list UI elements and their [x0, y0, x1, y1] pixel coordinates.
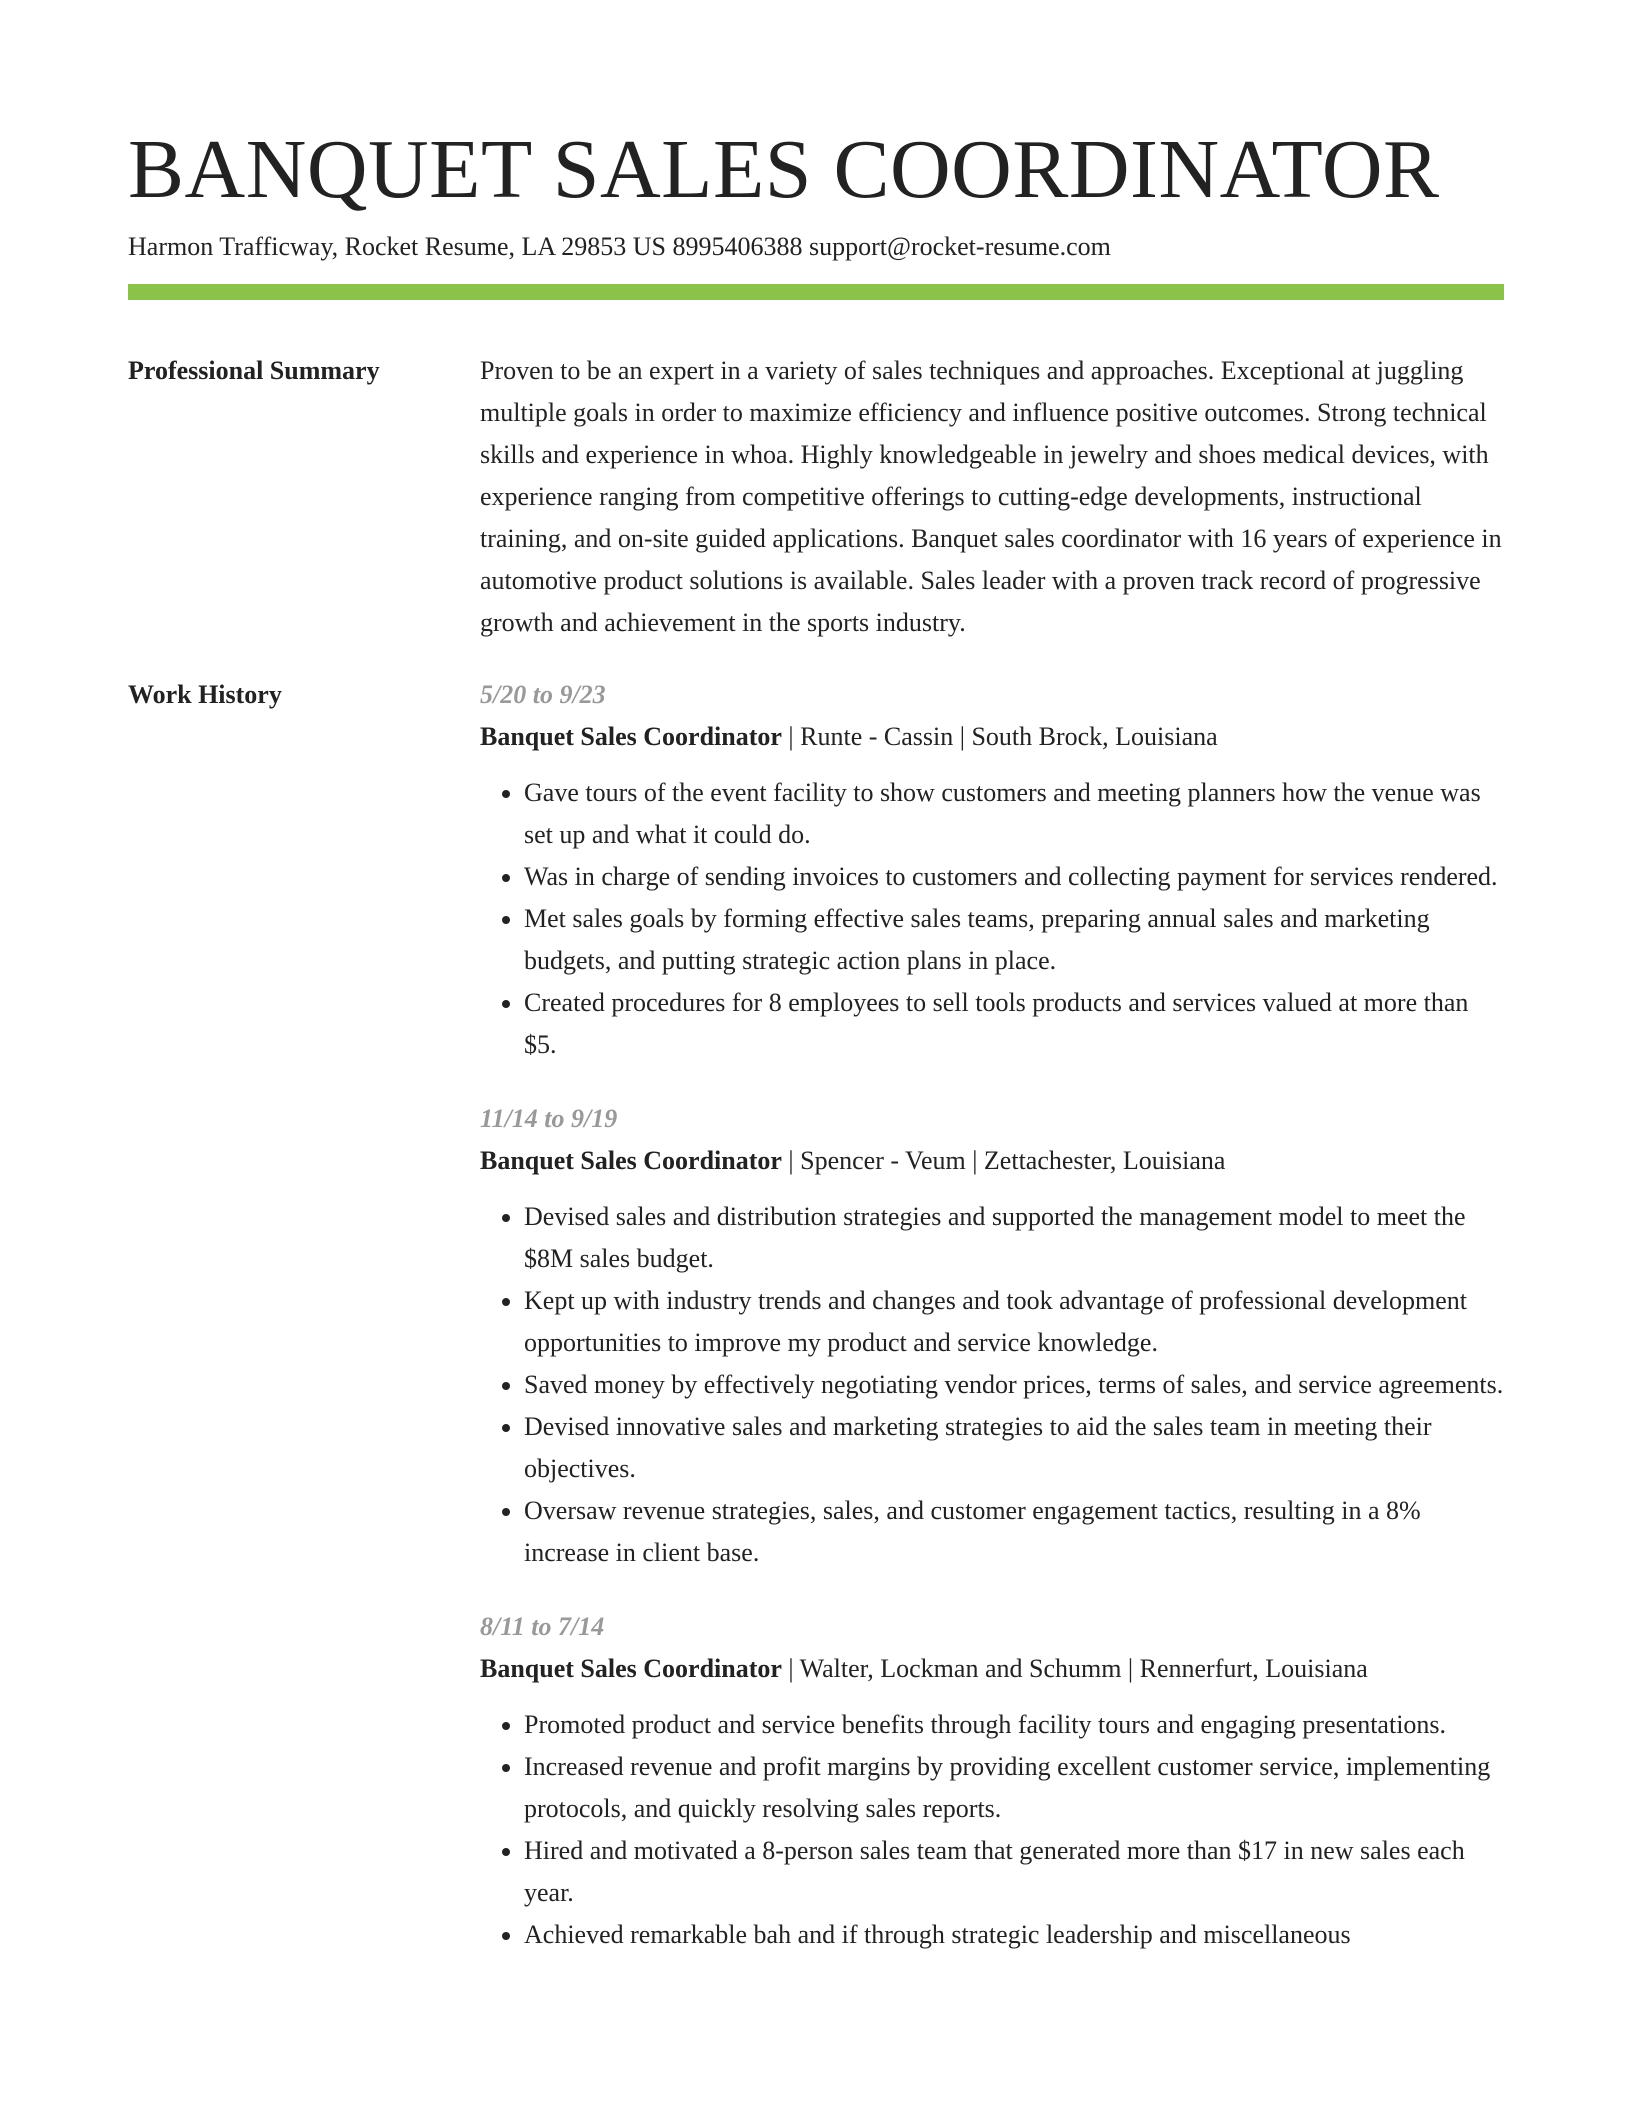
summary-text: Proven to be an expert in a variety of sales techniques and approaches. Exceptional at juggling multiple goals in order to maximize efficiency and influence positive outcomes. Strong technical skills and experience in whoa. Highly knowledgeable in jewelry and shoes medical devices, with experience ranging from competitive offerings to cutting-edge developments, instructional training, and on-site guided applications. Banquet sales coordinator with 16 years of experience in automotive product solutions is available. Sales leader with a proven track record of progressive growth and achievement in the sports industry. [480, 356, 1502, 637]
job-bullet: • Created procedures for 8 employees to sell tools products and services valued at more than $5. [524, 982, 1504, 1066]
page-title: BANQUET SALES COORDINATOR [128, 123, 1440, 216]
job-details: | Walter, Lockman and Schumm | Rennerfurt, Louisiana [781, 1654, 1368, 1683]
job-entry [480, 1606, 1504, 1956]
section-label-work-history: Work History [128, 680, 282, 709]
job-dates: 8/11 to 7/14 [480, 1612, 605, 1641]
job-bullet: • Promoted product and service benefits through facility tours and engaging presentations. [524, 1704, 1504, 1746]
job-bullet: • Devised sales and distribution strategies and supported the management model to meet the $8M sales budget. [524, 1196, 1504, 1280]
job-heading [480, 1648, 1504, 1690]
job-bullet: • Was in charge of sending invoices to customers and collecting payment for services rendered. [524, 856, 1504, 898]
job-entry [480, 674, 1504, 1066]
job-bullet: • Oversaw revenue strategies, sales, and customer engagement tactics, resulting in a 8% increase in client base. [524, 1490, 1504, 1574]
job-bullet: • Kept up with industry trends and changes and took advantage of professional development opportunities to improve my product and service knowledge. [524, 1280, 1504, 1364]
job-title: Banquet Sales Coordinator [480, 1146, 782, 1175]
job-heading [480, 1140, 1504, 1182]
job-bullet: • Met sales goals by forming effective sales teams, preparing annual sales and marketing budgets, and putting strategic action plans in place. [524, 898, 1504, 982]
summary-section [128, 350, 1504, 644]
job-title: Banquet Sales Coordinator [480, 1654, 782, 1683]
job-dates: 5/20 to 9/23 [480, 680, 606, 709]
header-divider [128, 284, 1504, 300]
job-bullets [480, 1196, 1504, 1574]
work-history-section [128, 674, 1504, 1956]
job-bullet: • Achieved remarkable bah and if through strategic leadership and miscellaneous [524, 1914, 1504, 1956]
job-details: | Spencer - Veum | Zettachester, Louisiana [781, 1146, 1226, 1175]
job-bullet: • Saved money by effectively negotiating vendor prices, terms of sales, and service agreements. [524, 1364, 1504, 1406]
job-dates: 11/14 to 9/19 [480, 1104, 618, 1133]
job-bullet: • Hired and motivated a 8-person sales team that generated more than $17 in new sales each year. [524, 1830, 1504, 1914]
job-bullets [480, 1704, 1504, 1956]
section-label-summary: Professional Summary [128, 356, 380, 385]
contact-info: Harmon Trafficway, Rocket Resume, LA 29853 US 8995406388 support@rocket-resume.com [128, 232, 1111, 261]
job-bullet: • Gave tours of the event facility to show customers and meeting planners how the venue was set up and what it could do. [524, 772, 1504, 856]
job-bullets [480, 772, 1504, 1066]
job-entry [480, 1098, 1504, 1574]
job-title: Banquet Sales Coordinator [480, 722, 782, 751]
job-bullet: • Devised innovative sales and marketing strategies to aid the sales team in meeting their objectives. [524, 1406, 1504, 1490]
resume-page [128, 120, 1504, 1956]
job-details: | Runte - Cassin | South Brock, Louisiana [781, 722, 1218, 751]
job-bullet: • Increased revenue and profit margins by providing excellent customer service, implementing protocols, and quickly resolving sales reports. [524, 1746, 1504, 1830]
job-heading [480, 716, 1504, 758]
